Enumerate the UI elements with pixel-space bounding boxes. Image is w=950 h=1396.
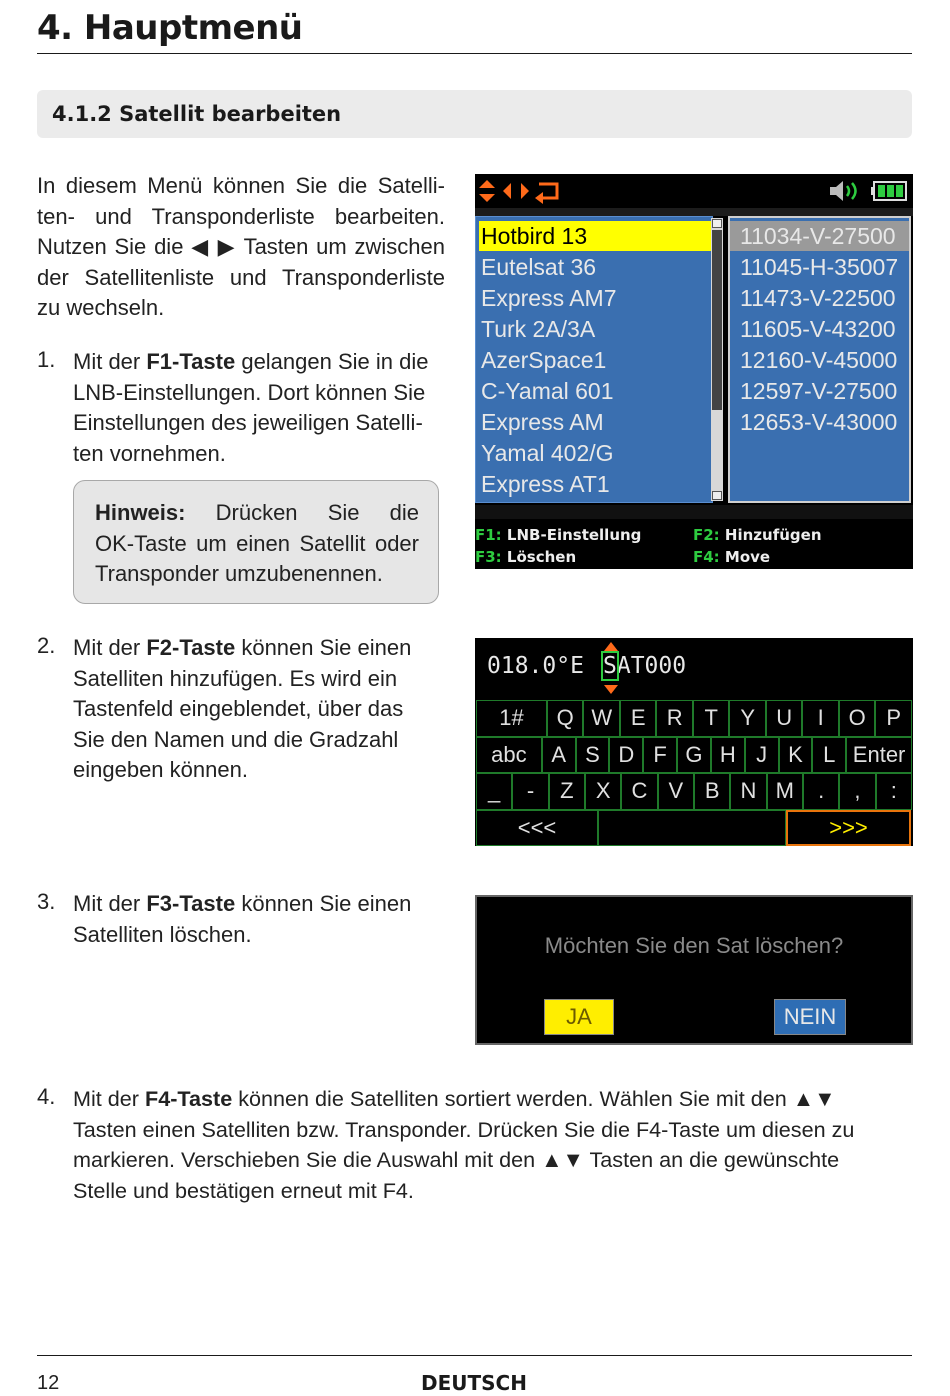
status-separator <box>475 208 913 216</box>
intro-line: In diesem Menü können Sie die Satelli- <box>37 173 445 198</box>
keyboard-key[interactable]: K <box>779 737 813 774</box>
scroll-down-icon[interactable] <box>712 491 722 500</box>
keyboard-key[interactable]: T <box>693 700 730 737</box>
f3-label: Löschen <box>506 548 577 566</box>
keyboard-key[interactable]: S <box>576 737 610 774</box>
keyboard-key[interactable]: F <box>643 737 677 774</box>
keyboard-key[interactable]: : <box>876 773 912 810</box>
step-3-text <box>73 889 445 950</box>
step-number: 1. <box>37 347 56 372</box>
transponder-item[interactable]: 11045-H-35007 <box>740 254 899 280</box>
transponder-item[interactable]: 11034-V-27500 <box>740 223 896 249</box>
keyboard-key[interactable]: - <box>512 773 548 810</box>
step-number: 3. <box>37 889 56 914</box>
chapter-title: 4. Hauptmenü <box>37 8 303 48</box>
header-divider <box>37 53 912 54</box>
keyboard-key[interactable]: G <box>677 737 711 774</box>
satellite-list-screenshot <box>475 174 913 569</box>
f4-label: Move <box>724 548 771 566</box>
satellite-item[interactable]: Eutelsat 36 <box>481 254 597 280</box>
transponder-item[interactable]: 12653-V-43000 <box>740 409 898 435</box>
navigation-arrows-icon <box>477 178 563 204</box>
step-line: Tasten einen Satelliten bzw. Transponder. Drücken Sie die F4-Taste um diesen zu <box>73 1116 855 1142</box>
f2-legend <box>693 526 822 544</box>
transponder-item[interactable]: 12160-V-45000 <box>740 347 898 373</box>
f3-key: F3: <box>475 548 502 566</box>
keyboard-key[interactable]: C <box>621 773 657 810</box>
step-key: F2-Taste <box>146 635 236 660</box>
keyboard-key[interactable]: J <box>745 737 779 774</box>
keyboard-key[interactable]: M <box>767 773 803 810</box>
intro-line: ten- und Transponderliste bearbeiten. <box>37 203 445 229</box>
note-line: Drücken Sie die <box>215 500 419 525</box>
step-prefix: Mit der <box>73 635 147 660</box>
step-2-text <box>73 633 445 786</box>
no-label: NEIN <box>783 1004 837 1029</box>
keyboard-key[interactable]: R <box>656 700 693 737</box>
position-field: 018.0°E <box>487 653 584 679</box>
step-prefix: Mit der <box>73 891 147 916</box>
satellite-item[interactable]: AzerSpace1 <box>481 347 607 373</box>
step-prefix: Mit der <box>73 1086 145 1111</box>
keyboard-key[interactable]: U <box>766 700 803 737</box>
keyboard-key[interactable]: Z <box>549 773 585 810</box>
keyboard-key[interactable]: A <box>542 737 576 774</box>
keyboard-key[interactable]: V <box>658 773 694 810</box>
note-label: Hinweis: <box>95 500 186 525</box>
satellite-list-panel[interactable] <box>475 216 713 503</box>
keyboard-key[interactable]: E <box>620 700 657 737</box>
intro-paragraph <box>37 171 445 324</box>
step-4-text <box>73 1084 913 1206</box>
no-button[interactable] <box>774 999 846 1035</box>
step-line: eingeben können. <box>73 757 248 782</box>
step-1-text <box>73 347 445 469</box>
step-line: gelangen Sie in die <box>241 349 429 374</box>
satellite-item[interactable]: Hotbird 13 <box>479 221 713 251</box>
keyboard-key[interactable]: abc <box>476 737 542 774</box>
f4-legend <box>693 548 770 566</box>
step-line: können Sie einen <box>241 635 412 660</box>
intro-line: Nutzen Sie die ◀ ▶ Tasten um zwischen <box>37 234 445 259</box>
footer-language: DEUTSCH <box>421 1371 527 1395</box>
keyboard-key[interactable]: D <box>609 737 643 774</box>
step-line: Sie den Namen und die Gradzahl <box>73 726 399 752</box>
note-text <box>95 498 419 590</box>
footer-divider <box>37 1355 912 1356</box>
step-number: 2. <box>37 633 56 658</box>
keyboard-key[interactable]: I <box>802 700 839 737</box>
f2-key: F2: <box>693 526 720 544</box>
step-line: ten vornehmen. <box>73 440 226 466</box>
step-prefix: Mit der <box>73 349 147 374</box>
keyboard-back-key[interactable]: <<< <box>476 810 598 847</box>
f1-label: LNB-Einstellung <box>506 526 642 544</box>
delete-dialog-screenshot <box>475 895 913 1045</box>
keyboard-key[interactable]: B <box>694 773 730 810</box>
satellite-item[interactable]: Express AM <box>481 409 604 435</box>
page-number: 12 <box>37 1372 60 1394</box>
yes-label: JA <box>566 1004 592 1029</box>
keyboard-key[interactable]: Enter <box>846 737 912 774</box>
speaker-icon <box>828 179 862 203</box>
transponder-list-panel[interactable] <box>728 216 911 503</box>
step-number: 4. <box>37 1084 56 1109</box>
step-key: F1-Taste <box>146 349 236 374</box>
note-line: Transponder umzubenennen. <box>95 561 383 586</box>
cursor-updown-icon <box>603 642 619 694</box>
transponder-item[interactable]: 11605-V-43200 <box>740 316 896 342</box>
satellite-item[interactable]: C-Yamal 601 <box>481 378 614 404</box>
step-line: LNB-Einstellungen. Dort können Sie <box>73 379 426 405</box>
keyboard-key[interactable]: , <box>839 773 875 810</box>
step-line: können die Satelliten sortiert werden. Wählen Sie mit den ▲▼ <box>238 1086 836 1111</box>
keyboard-key[interactable]: _ <box>476 773 512 810</box>
satellite-item[interactable]: Turk 2A/3A <box>481 316 596 342</box>
scrollbar-thumb[interactable] <box>712 230 722 410</box>
keyboard-key[interactable]: O <box>839 700 876 737</box>
battery-icon <box>871 180 909 202</box>
step-line: Einstellungen des jeweiligen Satelli- <box>73 410 423 435</box>
f4-key: F4: <box>693 548 720 566</box>
scroll-up-icon[interactable] <box>712 219 722 228</box>
name-cursor-char: S <box>603 653 617 679</box>
step-line: Tastenfeld eingeblendet, über das <box>73 696 404 721</box>
keyboard-key[interactable]: . <box>803 773 839 810</box>
intro-line: zu wechseln. <box>37 295 165 320</box>
transponder-item[interactable]: 11473-V-22500 <box>740 285 896 311</box>
note-line: OK-Taste um einen Satellit oder <box>95 530 419 556</box>
intro-line: der Satellitenliste und Transponderliste <box>37 264 445 290</box>
keyboard-key[interactable]: P <box>875 700 912 737</box>
step-line: Stelle und bestätigen erneut mit F4. <box>73 1177 414 1203</box>
status-bar <box>475 174 913 208</box>
satellite-list-scrollbar[interactable] <box>711 218 723 501</box>
yes-button[interactable] <box>544 999 614 1035</box>
keyboard-space-key[interactable] <box>598 810 786 847</box>
step-line: markieren. Verschieben Sie die Auswahl mit den ▲▼ Tasten an die gewünschte <box>73 1147 840 1172</box>
keyboard-forward-key[interactable]: >>> <box>786 810 911 847</box>
step-line: Satelliten hinzufügen. Es wird ein <box>73 665 398 691</box>
keyboard-key[interactable]: 1# <box>476 700 547 737</box>
keyboard-key[interactable]: W <box>583 700 620 737</box>
step-line: Satelliten löschen. <box>73 921 252 947</box>
keyboard-key[interactable]: Y <box>729 700 766 737</box>
keyboard-key[interactable]: H <box>711 737 745 774</box>
satellite-item[interactable]: Express AT1 <box>481 471 610 497</box>
transponder-item[interactable]: 12597-V-27500 <box>740 378 898 404</box>
list-separator <box>475 505 913 519</box>
name-rest: AT000 <box>616 653 687 679</box>
keyboard-screenshot <box>475 638 913 846</box>
satellite-item[interactable]: Yamal 402/G <box>481 440 614 466</box>
keyboard-key[interactable]: X <box>585 773 621 810</box>
step-line: können Sie einen <box>241 891 412 916</box>
f1-key: F1: <box>475 526 502 544</box>
step-key: F3-Taste <box>146 891 236 916</box>
f2-label: Hinzufügen <box>724 526 822 544</box>
keyboard-key[interactable]: Q <box>547 700 584 737</box>
satellite-item[interactable]: Express AM7 <box>481 285 617 311</box>
keyboard-grid <box>475 700 913 846</box>
keyboard-key[interactable]: L <box>812 737 846 774</box>
keyboard-key[interactable]: N <box>730 773 766 810</box>
step-key: F4-Taste <box>145 1086 233 1111</box>
f3-legend <box>475 548 576 566</box>
section-title: 4.1.2 Satellit bearbeiten <box>52 102 342 126</box>
dialog-question: Möchten Sie den Sat löschen? <box>544 933 844 958</box>
f1-legend <box>475 526 641 544</box>
